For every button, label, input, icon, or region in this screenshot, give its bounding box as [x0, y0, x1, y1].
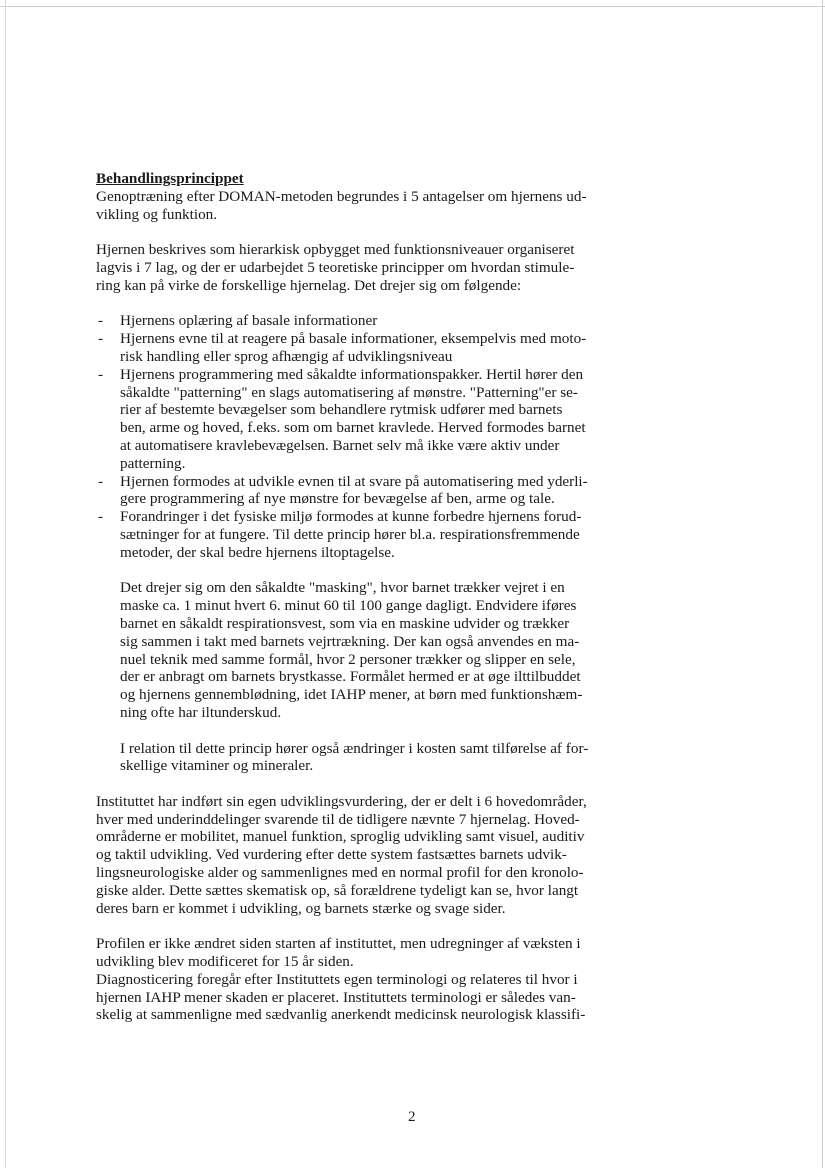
masking-paragraph — [96, 579, 606, 721]
paragraph-hierarchy — [96, 241, 606, 294]
text-line: Profilen er ikke ændret siden starten af instituttet, men udregninger af væksten i — [96, 935, 581, 953]
text-line: rier af bestemte bevægelser som behandlere rytmisk udfører med barnets — [120, 401, 563, 419]
assessment-paragraph — [96, 793, 606, 918]
text-line: og taktil udvikling. Ved vurdering efter dette system fastsættes barnets udvik- — [96, 846, 567, 864]
text-line: og hjernens gennemblødning, idet IAHP mener, at børn med funktionshæm- — [120, 686, 583, 704]
section-heading: Behandlingsprincippet — [96, 170, 244, 187]
bullet-dash: - — [98, 365, 104, 383]
page-number: 2 — [408, 1109, 416, 1125]
bullet-dash: - — [98, 508, 104, 526]
text-line: Hjernen beskrives som hierarkisk opbygget med funktionsniveauer organiseret — [96, 241, 575, 259]
scan-edge-right — [822, 0, 823, 1168]
text-line: Det drejer sig om den såkaldte "masking", hvor barnet trækker vejret i en — [120, 579, 565, 597]
text-line: der er anbragt om barnets brystkasse. Formålet hermed er at øge ilttilbuddet — [120, 668, 581, 686]
bullet-dash: - — [98, 472, 104, 490]
intro-paragraph — [96, 188, 606, 224]
text-line: barnet en såkaldt respirationsvest, som via en maskine udvider og trækker — [120, 614, 570, 632]
text-line: gere programmering af nye mønstre for bevægelse af ben, arme og tale. — [120, 490, 555, 508]
text-line: ben, arme og hoved, f.eks. som om barnet kravlede. Herved formodes barnet — [120, 419, 586, 437]
text-line: ring kan på virke de forskellige hjernelag. Det drejer sig om følgende: — [96, 276, 522, 294]
text-line: I relation til dette princip hører også ændringer i kosten samt tilførelse af for- — [120, 739, 589, 757]
text-line: Hjernen formodes at udvikle evnen til at svare på automatisering med yderli- — [120, 472, 588, 490]
text-line: at automatisere kravlebevægelsen. Barnet selv må ikke være aktiv under — [120, 436, 560, 454]
principles-list — [96, 312, 606, 561]
text-line: Instituttet har indført sin egen udviklingsvurdering, der er delt i 6 hovedområder, — [96, 792, 587, 810]
text-line: vikling og funktion. — [96, 205, 218, 223]
scan-edge-left — [5, 0, 6, 1168]
text-line: udvikling blev modificeret for 15 år siden. — [96, 953, 354, 971]
diet-paragraph — [96, 740, 606, 776]
text-line: patterning. — [120, 454, 186, 472]
document-body — [96, 170, 606, 1024]
text-line: ning ofte har iltunderskud. — [120, 703, 282, 721]
list-item — [96, 473, 606, 509]
text-line: giske alder. Dette sættes skematisk op, så forældrene tydeligt kan se, hvor langt — [96, 881, 579, 899]
text-line: skellige vitaminer og mineraler. — [120, 757, 314, 775]
text-line: skelig at sammenligne med sædvanlig anerkendt medicinsk neurologisk klassifi- — [96, 1006, 586, 1024]
text-line: sætninger for at fungere. Til dette princip hører bl.a. respirationsfremmende — [120, 525, 580, 543]
text-line: Hjernens evne til at reagere på basale informationer, eksempelvis med moto- — [120, 330, 587, 348]
text-line: Hjernens oplæring af basale informationer — [120, 312, 378, 330]
list-item — [96, 330, 606, 366]
text-line: metoder, der skal bedre hjernens iltoptagelse. — [120, 543, 395, 561]
text-line: områderne er mobilitet, manuel funktion, sproglig udvikling samt visuel, auditiv — [96, 828, 585, 846]
text-line: maske ca. 1 minut hvert 6. minut 60 til 100 gange dagligt. Endvidere iføres — [120, 597, 577, 615]
text-line: Genoptræning efter DOMAN-metoden begrundes i 5 antagelser om hjernens ud- — [96, 187, 587, 205]
text-line: Hjernens programmering med såkaldte informationspakker. Hertil hører den — [120, 365, 584, 383]
text-line: Forandringer i det fysiske miljø formodes at kunne forbedre hjernens forud- — [120, 508, 582, 526]
text-line: risk handling eller sprog afhængig af udviklingsniveau — [120, 347, 453, 365]
text-line: Diagnosticering foregår efter Instituttets egen terminologi og relateres til hvor i — [96, 970, 578, 988]
list-item — [96, 366, 606, 473]
text-line: lagvis i 7 lag, og der er udarbejdet 5 teoretiske principper om hvordan stimule- — [96, 258, 575, 276]
bullet-dash: - — [98, 312, 104, 330]
profile-paragraph — [96, 935, 606, 1024]
text-line: lingsneurologiske alder og sammenlignes med en normal profil for den kronolo- — [96, 864, 584, 882]
text-line: såkaldte "patterning" en slags automatisering af mønstre. "Patterning"er se- — [120, 383, 578, 401]
text-line: sig sammen i takt med barnets vejrtrækning. Der kan også anvendes en ma- — [120, 632, 580, 650]
text-line: nuel teknik med samme formål, hvor 2 personer trækker og slipper en sele, — [120, 650, 576, 668]
text-line: deres barn er kommet i udvikling, og barnets stærke og svage sider. — [96, 899, 506, 917]
scan-edge-top — [0, 6, 825, 7]
text-line: hver med underinddelinger svarende til de tidligere nævnte 7 hjernelag. Hoved- — [96, 810, 580, 828]
list-item — [96, 508, 606, 561]
bullet-dash: - — [98, 330, 104, 348]
list-item — [96, 312, 606, 330]
text-line: hjernen IAHP mener skaden er placeret. Instituttets terminologi er således van- — [96, 988, 576, 1006]
